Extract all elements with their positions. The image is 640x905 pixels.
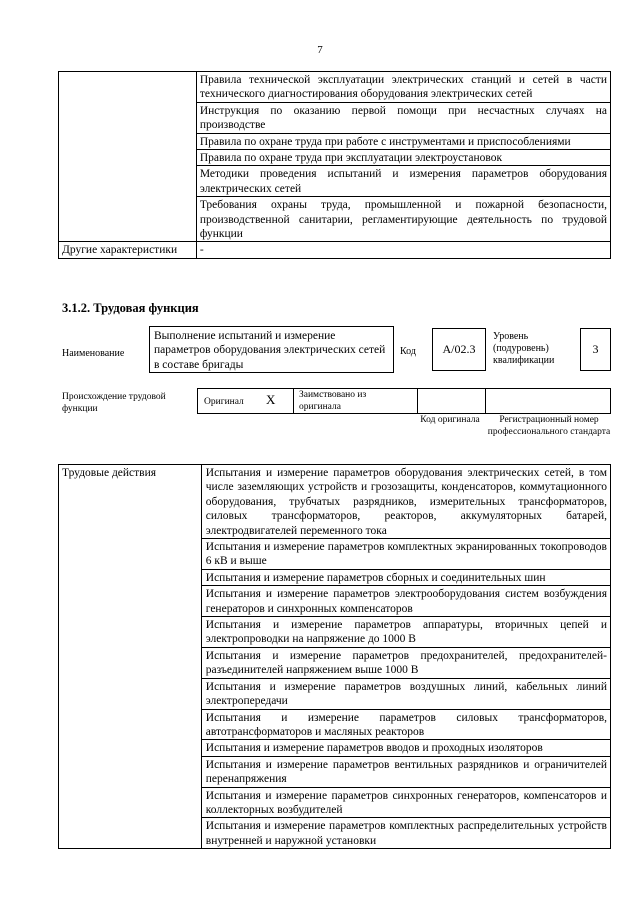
action-item: Испытания и измерение параметров сборных и соединительных шин xyxy=(201,569,610,585)
function-name-box: Выполнение испытаний и измерение параметров оборудования электрических сетей в составе бригады xyxy=(149,326,394,373)
table-row xyxy=(59,242,611,258)
section-title: 3.1.2. Трудовая функция xyxy=(62,301,199,315)
norms-label-cell xyxy=(59,72,197,242)
function-code-box: A/02.3 xyxy=(432,328,486,371)
page-number: 7 xyxy=(317,44,323,56)
name-label: Наименование xyxy=(62,348,125,359)
code-original-caption: Код оригинала xyxy=(420,415,480,425)
origin-divider xyxy=(293,389,294,413)
other-characteristics-value: - xyxy=(196,242,610,258)
norm-item: Инструкция по оказанию первой помощи при несчастных случаях на производстве xyxy=(196,102,610,133)
action-item: Испытания и измерение параметров вентильных разрядников и ограничителей перенапряжения xyxy=(201,756,610,787)
action-item: Испытания и измерение параметров комплектных распределительных устройств внутренней и наружной установки xyxy=(201,818,610,849)
norm-item: Правила технической эксплуатации электрических станций и сетей в части технического диагностирования оборудования электрических сетей xyxy=(196,72,610,103)
norm-item: Требования охраны труда, промышленной и пожарной безопасности, производственной санитарии, регламентирующие деятельность по трудовой функции xyxy=(196,197,610,242)
borrowed-label: Заимствовано из оригинала xyxy=(299,390,367,412)
action-item: Испытания и измерение параметров оборудования электрических сетей, в том числе заземляющих устройств и грозозащиты, конденсаторов, коммутационного оборудования, трубчатых разрядников, измерительных трансформаторов, силовых трансформаторов, реакторов, аккумуляторных батарей, электродвигателей переменного тока xyxy=(201,465,610,539)
action-item: Испытания и измерение параметров электрооборудования систем возбуждения генераторов и синхронных компенсаторов xyxy=(201,586,610,617)
norm-item: Правила по охране труда при эксплуатации электроустановок xyxy=(196,150,610,166)
table-row xyxy=(59,72,611,103)
action-item: Испытания и измерение параметров воздушных линий, кабельных линий электропередачи xyxy=(201,678,610,709)
code-label: Код xyxy=(400,346,416,357)
action-item: Испытания и измерение параметров силовых трансформаторов, автотрансформаторов и масляных реакторов xyxy=(201,709,610,740)
origin-divider xyxy=(485,389,486,413)
original-mark: X xyxy=(266,392,276,407)
qualification-level-label: Уровень (подуровень) квалификации xyxy=(493,331,555,366)
qualification-level-box: 3 xyxy=(580,328,611,371)
origin-label: Происхождение трудовой функции xyxy=(62,392,166,414)
reg-number-caption: Регистрационный номер профессионального стандарта xyxy=(487,415,611,437)
table-row xyxy=(59,465,611,539)
labor-actions-table xyxy=(58,464,611,849)
action-item: Испытания и измерение параметров вводов и проходных изоляторов xyxy=(201,740,610,756)
origin-box xyxy=(197,388,611,414)
action-item: Испытания и измерение параметров синхронных генераторов, компенсаторов и коллекторных возбудителей xyxy=(201,787,610,818)
norm-item: Правила по охране труда при работе с инструментами и приспособлениями xyxy=(196,133,610,149)
norms-table xyxy=(58,71,611,259)
action-item: Испытания и измерение параметров предохранителей, предохранителей-разъединителей напряжением выше 1000 В xyxy=(201,647,610,678)
other-characteristics-label: Другие характеристики xyxy=(59,242,197,258)
action-item: Испытания и измерение параметров аппаратуры, вторичных цепей и электропроводки на напряжение до 1000 В xyxy=(201,617,610,648)
action-item: Испытания и измерение параметров комплектных экранированных токопроводов 6 кВ и выше xyxy=(201,539,610,570)
original-label: Оригинал xyxy=(204,397,244,407)
labor-actions-label: Трудовые действия xyxy=(59,465,202,849)
norm-item: Методики проведения испытаний и измерения параметров оборудования электрических сетей xyxy=(196,166,610,197)
origin-divider xyxy=(417,389,418,413)
